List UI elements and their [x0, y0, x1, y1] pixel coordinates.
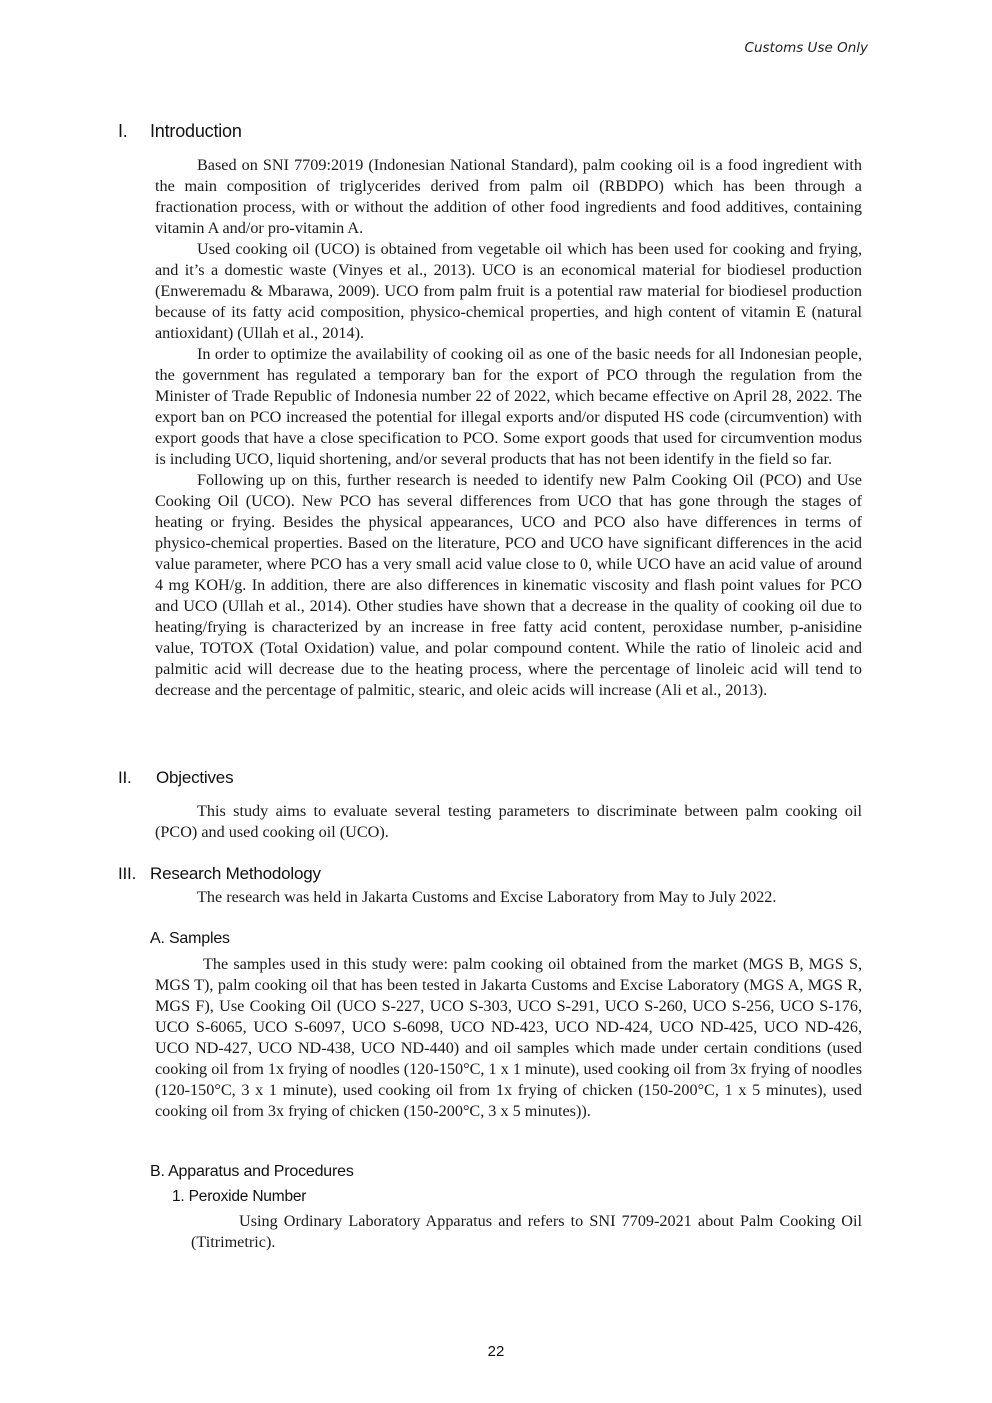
- paragraph: The research was held in Jakarta Customs and Excise Laboratory from May to July 2022.: [197, 888, 777, 906]
- section-number: III.: [118, 864, 137, 883]
- item-heading-peroxide-number: 1. Peroxide Number: [172, 1188, 307, 1205]
- section-title: Objectives: [156, 768, 234, 787]
- section-title: Introduction: [150, 121, 242, 141]
- paragraph: Based on SNI 7709:2019 (Indonesian National Standard), palm cooking oil is a food ingredient with the main composition of triglycerides derived from palm oil (RBDPO) which has been through a fractionation process, with or without the addition of other food ingredients and food additives, containing vitamin A and/or pro-vitamin A.: [155, 156, 862, 237]
- section-heading-methodology: [118, 864, 321, 884]
- paragraph: Using Ordinary Laboratory Apparatus and refers to SNI 7709-2021 about Palm Cooking Oil (Titrimetric).: [191, 1212, 862, 1251]
- section-number: II.: [118, 768, 132, 787]
- section-heading-objectives: [118, 768, 233, 788]
- introduction-body: [155, 155, 862, 701]
- section-title: Research Methodology: [150, 864, 321, 883]
- peroxide-number-body: [191, 1211, 862, 1253]
- header-note: Customs Use Only: [744, 40, 868, 56]
- methodology-body: [155, 887, 862, 908]
- subsection-heading-samples: A. Samples: [150, 930, 230, 947]
- paragraph: Used cooking oil (UCO) is obtained from vegetable oil which has been used for cooking and frying, and it’s a domestic waste (Vinyes et al., 2013). UCO is an economical material for biodiesel production (Enweremadu & Mbarawa, 2009). UCO from palm fruit is a potential raw material for biodiesel production because of its fatty acid composition, physico-chemical properties, and high content of vitamin E (natural antioxidant) (Ullah et al., 2014).: [155, 240, 862, 342]
- paragraph: The samples used in this study were: palm cooking oil obtained from the market (MGS B, MGS S, MGS T), palm cooking oil that has been tested in Jakarta Customs and Excise Laboratory (MGS A, MGS R, MGS F), Use Cooking Oil (UCO S-227, UCO S-303, UCO S-291, UCO S-260, UCO S-256, UCO S-176, UCO S-6065, UCO S-6097, UCO S-6098, UCO ND-423, UCO ND-424, UCO ND-425, UCO ND-426, UCO ND-427, UCO ND-438, UCO ND-440) and oil samples which made under certain conditions (used cooking oil from 1x frying of noodles (120-150°C, 1 x 1 minute), used cooking oil from 3x frying of noodles (120-150°C, 3 x 1 minute), used cooking oil from 1x frying of chicken (150-200°C, 1 x 5 minutes), used cooking oil from 3x frying of chicken (150-200°C, 3 x 5 minutes)).: [155, 955, 862, 1120]
- paragraph: This study aims to evaluate several testing parameters to discriminate between palm cooking oil (PCO) and used cooking oil (UCO).: [155, 802, 862, 841]
- paragraph: In order to optimize the availability of cooking oil as one of the basic needs for all Indonesian people, the government has regulated a temporary ban for the export of PCO through the regulation from the Minister of Trade Republic of Indonesia number 22 of 2022, which became effective on April 28, 2022. The export ban on PCO increased the potential for illegal exports and/or disputed HS code (circumvention) with export goods that have a close specification to PCO. Some export goods that used for circumvention modus is including UCO, liquid shortening, and/or several products that has not been identify in the field so far.: [155, 345, 862, 468]
- page-number: 22: [487, 1343, 505, 1360]
- paragraph: Following up on this, further research is needed to identify new Palm Cooking Oil (PCO) and Use Cooking Oil (UCO). New PCO has several differences from UCO that has gone through the stages of heating or frying. Besides the physical appearances, UCO and PCO also have differences in terms of physico-chemical properties. Based on the literature, PCO and UCO have significant differences in the acid value parameter, where PCO has a very small acid value close to 0, while UCO have an acid value of around 4 mg KOH/g. In addition, there are also differences in kinematic viscosity and flash point values for PCO and UCO (Ullah et al., 2014). Other studies have shown that a decrease in the quality of cooking oil due to heating/frying is characterized by an increase in free fatty acid content, peroxidase number, p-anisidine value, TOTOX (Total Oxidation) value, and polar compound content. While the ratio of linoleic acid and palmitic acid will decrease due to the heating process, where the percentage of linoleic acid will tend to decrease and the percentage of palmitic, stearic, and oleic acids will increase (Ali et al., 2013).: [155, 471, 862, 699]
- section-number: I.: [118, 121, 128, 141]
- samples-body: [155, 954, 862, 1122]
- subsection-heading-apparatus: B. Apparatus and Procedures: [150, 1163, 354, 1180]
- objectives-body: [155, 801, 862, 843]
- section-heading-introduction: [118, 121, 242, 142]
